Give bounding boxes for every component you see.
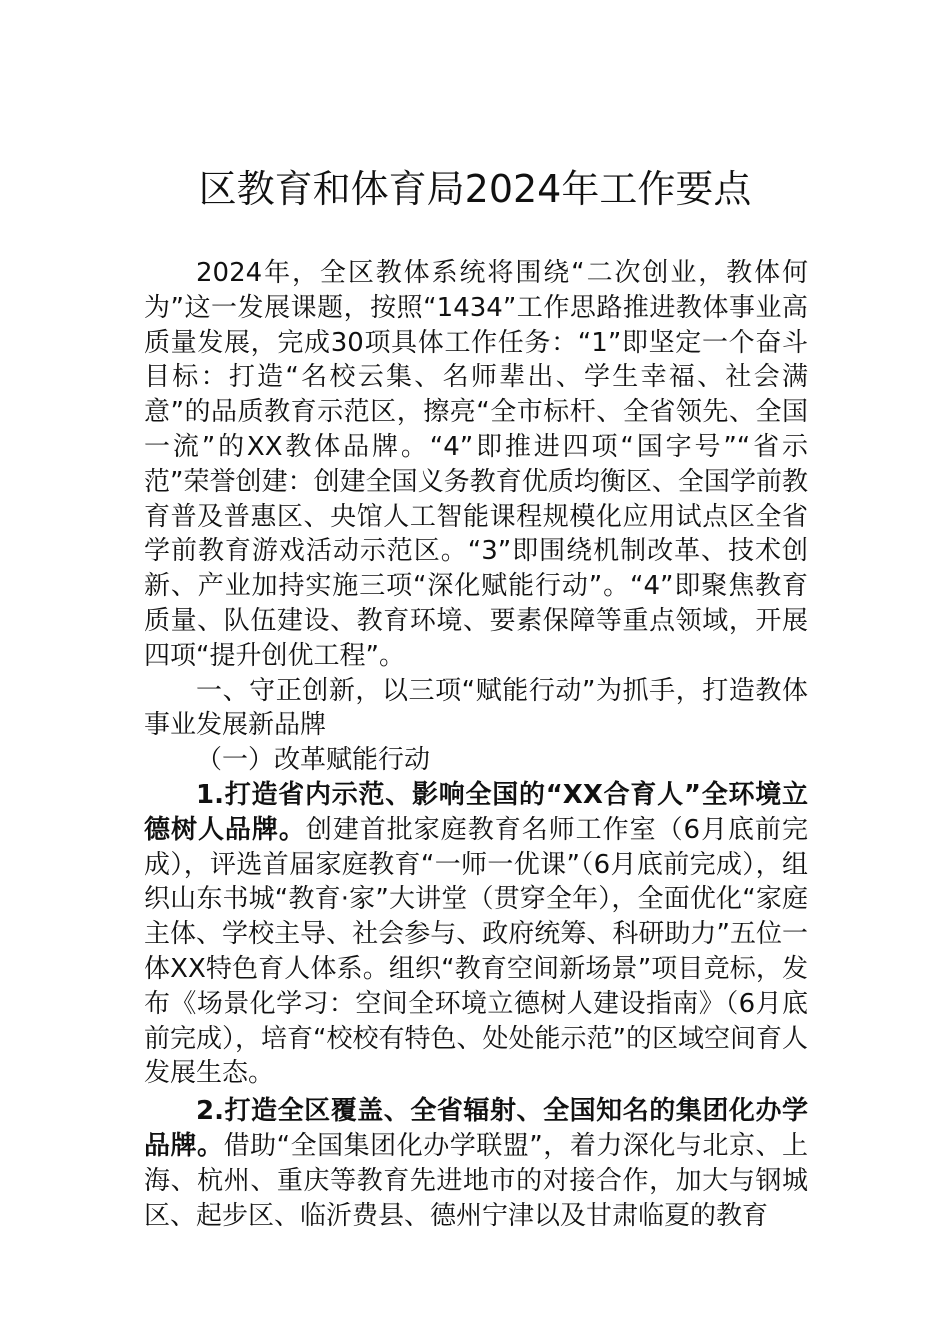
- subsection-heading: （一）改革赋能行动: [196, 745, 431, 776]
- intro-paragraph: 2024年，全区教体系统将围绕“二次创业，教体何为”这一发展课题，按照“1434”工作思路推进教体事业高质量发展，完成30项具体工作任务：“1”即坚定一个奋斗目标：打造“名校云集、名师辈出、学生幸福、社会满意”的品质教育示范区，擦亮“全市标杆、全省领先、全国一流”的XX教体品牌。“4”即推进四项“国字号”“省示范”荣誉创建：创建全国义务教育优质均衡区、全国学前教育普及普惠区、央馆人工智能课程规模化应用试点区全省学前教育游戏活动示范区。“3”即围绕机制改革、技术创新、产业加持实施三项“深化赋能行动”。“4”即聚焦教育质量、队伍建设、教育环境、要素保障等重点领域，开展四项“提升创优工程”。: [144, 258, 808, 671]
- work-item-1: [144, 778, 808, 1091]
- document-body: [144, 256, 808, 1233]
- work-item-1-body: 创建首批家庭教育名师工作室（6月底前完成），评选首届家庭教育“一师一优课”（6月底前完成），组织山东书城“教育·家”大讲堂（贯穿全年），全面优化“家庭主体、学校主导、社会参与、政府统筹、科研助力”五位一体XX特色育人体系。组织“教育空间新场景”项目竞标，发布《场景化学习：空间全环境立德树人建设指南》（6月底前完成），培育“校校有特色、处处能示范”的区域空间育人发展生态。: [144, 814, 808, 1089]
- work-item-2-body: 借助“全国集团化办学联盟”，着力深化与北京、上海、杭州、重庆等教育先进地市的对接合作，加大与钢城区、起步区、临沂费县、德州宁津以及甘肃临夏的教育: [144, 1130, 808, 1231]
- work-item-1-title: 1.打造省内示范、影响全国的“XX合育人”全环境立德树人品牌。: [144, 779, 808, 845]
- document-title: 区教育和体育局2024年工作要点: [198, 167, 752, 211]
- work-item-2-title: 2.打造全区覆盖、全省辐射、全国知名的集团化办学品牌。: [144, 1096, 808, 1161]
- section-heading: 一、守正创新，以三项“赋能行动”为抓手，打造教体事业发展新品牌: [144, 675, 808, 741]
- work-item-2: [144, 1094, 808, 1233]
